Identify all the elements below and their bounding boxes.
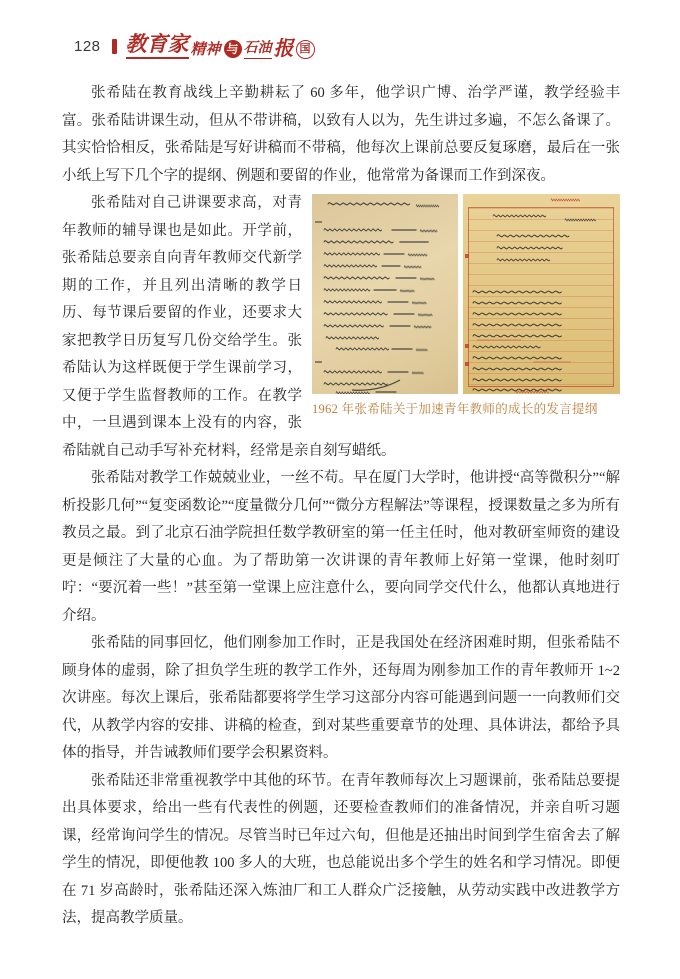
manuscript-page-left (312, 194, 458, 394)
manuscript-figure (312, 194, 620, 417)
manuscript-page-right (463, 194, 620, 394)
paragraph-2-wrapper (62, 190, 620, 465)
article-body (62, 80, 620, 933)
figure-caption: 1962 年张希陆关于加速青年教师的成长的发言提纲 (312, 402, 598, 416)
paragraph-3: 张希陆对教学工作兢兢业业，一丝不苟。早在厦门大学时，他讲授“高等微积分”“解析投影几何”“复变函数论”“度量微分几何”“微分方程解法”等课程，授课数量之多为所有教员之最。到了北京石油学院担任数学教研室的第一任主任时，他对教研室师资的建设更是倾注了大量的心血。为了帮助第一次讲课的青年教师上好第一堂课，他时刻叮咛：“要沉着一些！”甚至第一堂课上应注意什么，要向同学交代什么，他都认真地进行介绍。 (62, 470, 620, 624)
paragraph-1: 张希陆在教育战线上辛勤耕耘了 60 多年，他学识广博、治学严谨，教学经验丰富。张希陆讲课生动，但从不带讲稿，以致有人以为，先生讲过多遍，不怎么备课了。其实恰恰相反，张希陆是写好讲稿而不带稿，他每次上课前总要反复琢磨，最后在一张小纸上写下几个字的提纲、例题和要留的作业，他常常为备课而工作到深夜。 (62, 85, 620, 184)
page-number: 128 (74, 38, 101, 55)
logo-text-educator: 教育家 (126, 34, 189, 59)
handwriting-left-decoration (312, 194, 458, 394)
logo-connector-badge: 与 (224, 40, 242, 58)
handwriting-right-decoration (463, 194, 620, 394)
manuscript-photo (312, 194, 620, 394)
paragraph-4: 张希陆的同事回忆，他们刚参加工作时，正是我国处在经济困难时期，但张希陆不顾身体的虚弱，除了担负学生班的教学工作外，还每周为刚参加工作的青年教师开 1~2 次讲座。每次上课后，张希陆都要将学生学习这部分内容可能遇到问题一一向教师们交代，从教学内容的安排、讲稿的检查，到对某些重要章节的处理、具体讲法，都给予具体的指导，并告诫教师们要学会积累资料。 (62, 635, 620, 761)
logo-text-petroleum: 石油 (244, 42, 272, 59)
logo-text-serve: 报 (273, 38, 294, 60)
header-divider-bar (112, 39, 117, 54)
paragraph-2-text: 张希陆对自己讲课要求高，对青年教师的辅导课也是如此。开学前，张希陆总要亲自向青年教师交代新学期的工作，并且列出清晰的教学日历、每节课后要留的作业，还要求大家把教学日历复写几份交给学生。张希陆认为这样既便于学生课前学习，又便于学生监督教师的工作。在教学中，一旦遇到课本上没有的内容，张希陆就自己动手写补充材料，经常是亲自刻写蜡纸。 (62, 195, 396, 459)
journal-logo (126, 34, 315, 59)
logo-text-spirit: 精神 (190, 42, 221, 58)
paragraph-5: 张希陆还非常重视教学中其他的环节。在青年教师每次上习题课前，张希陆总要提出具体要求，给出一些有代表性的例题，还要检查教师们的准备情况，并亲自听习题课，经常询问学生的情况。尽管当时已年过六旬，但他是还抽出时间到学生宿舍去了解学生的情况，即便他教 100 多人的大班，也总能说出多个学生的姓名和学习情况。即便在 71 岁高龄时，张希陆还深入炼油厂和工人群众广泛接触，从劳动实践中改进教学方法，提高教学质量。 (62, 772, 620, 926)
page-header (74, 34, 680, 59)
logo-text-nation-circled: 国 (296, 40, 315, 59)
